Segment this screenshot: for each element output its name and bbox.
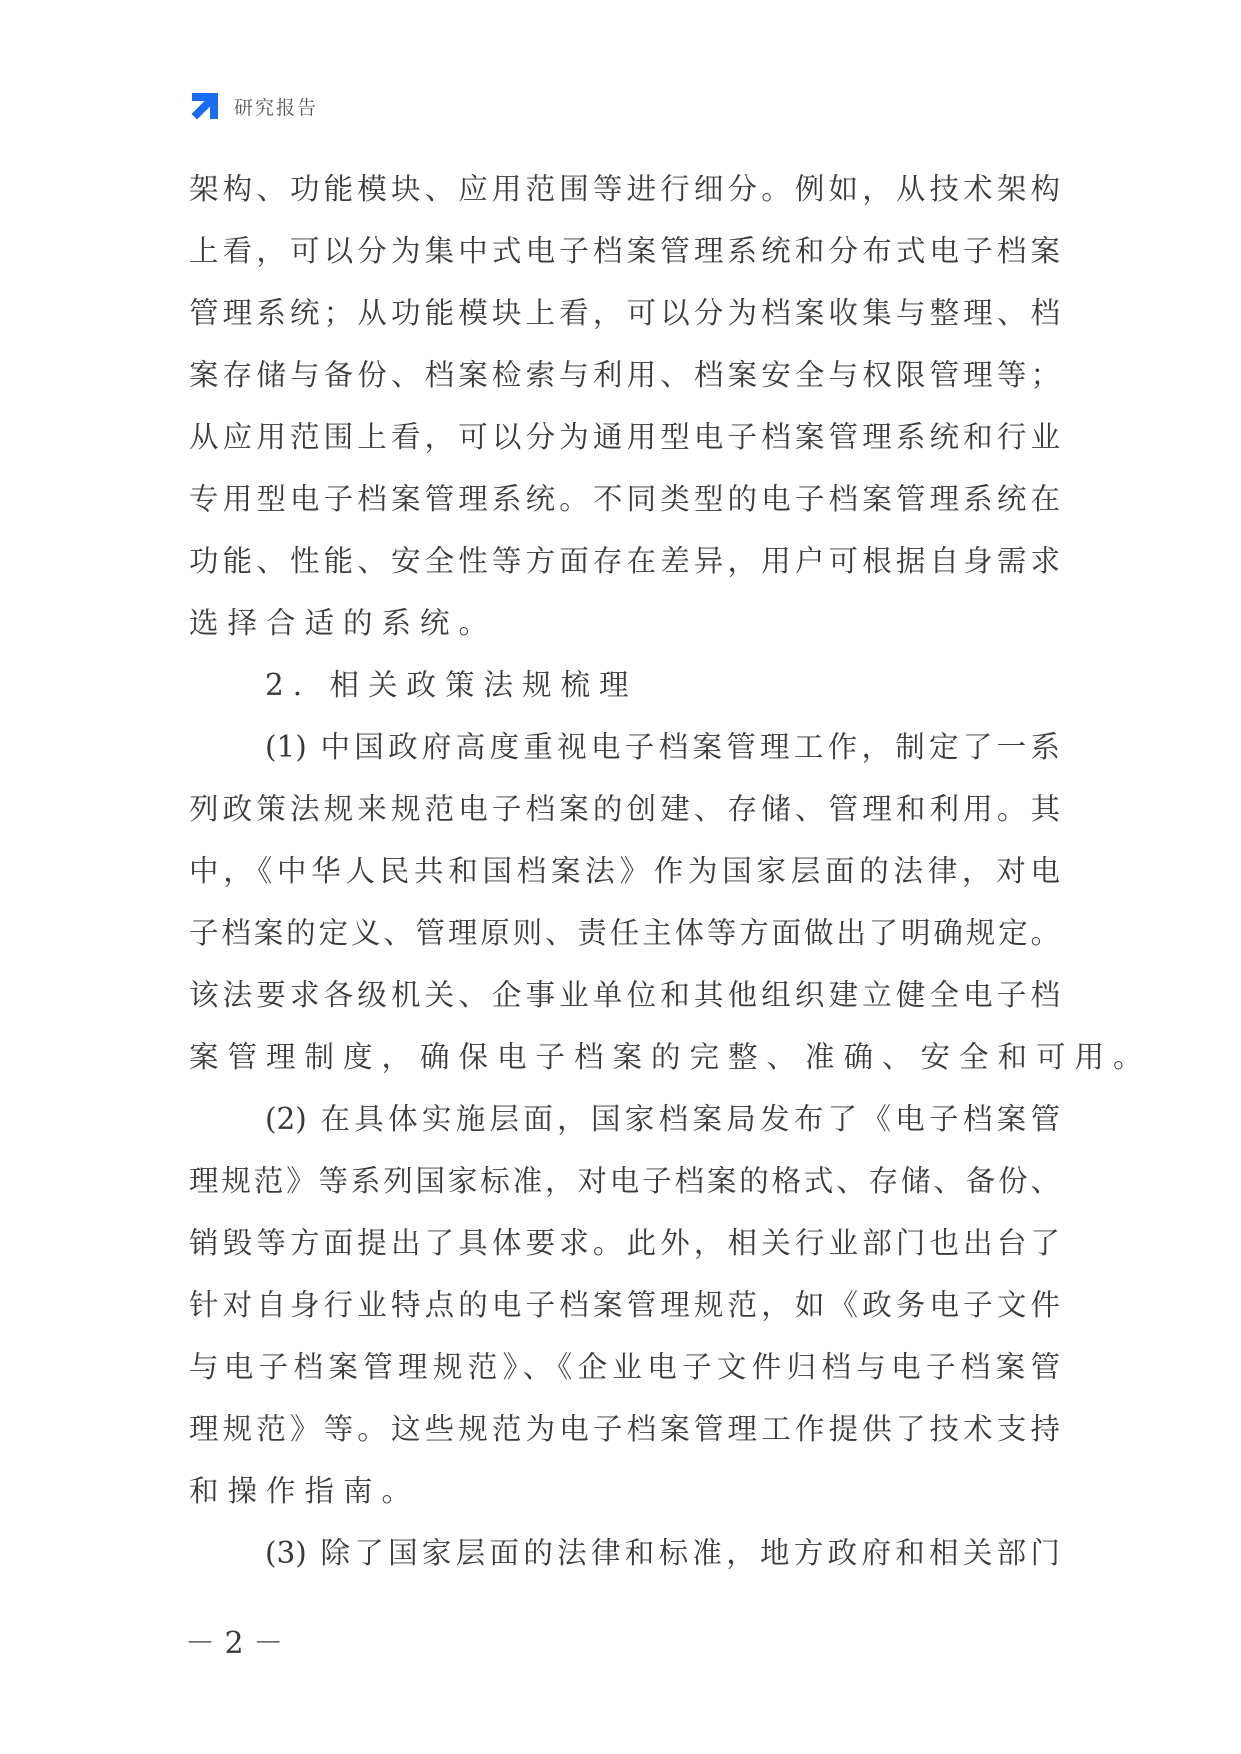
body-line: 从应用范围上看，可以分为通用型电子档案管理系统和行业 [189, 420, 1060, 454]
body-line: 子档案的定义、管理原则、责任主体等方面做出了明确规定。 [189, 916, 1060, 950]
body-line: 案存储与备份、档案检索与利用、档案安全与权限管理等； [189, 358, 1060, 392]
body-line: 案管理制度，确保电子档案的完整、准确、安全和可用。 [189, 1040, 1152, 1074]
body-line: 专用型电子档案管理系统。不同类型的电子档案管理系统在 [189, 482, 1060, 516]
body-line: 和操作指南。 [189, 1474, 421, 1508]
body-line: (3) 除了国家层面的法律和标准，地方政府和相关部门 [265, 1536, 1060, 1570]
body-line: 该法要求各级机关、企事业单位和其他组织建立健全电子档 [189, 978, 1060, 1012]
body-line: 列政策法规来规范电子档案的创建、存储、管理和利用。其 [189, 792, 1060, 826]
body-line: 选择合适的系统。 [189, 606, 498, 640]
body-line: 中，《中华人民共和国档案法》作为国家层面的法律，对电 [189, 854, 1060, 888]
body-line: (1) 中国政府高度重视电子档案管理工作，制定了一系 [265, 730, 1060, 764]
body-line: 销毁等方面提出了具体要求。此外，相关行业部门也出台了 [189, 1226, 1060, 1260]
header-title: 研究报告 [234, 96, 319, 119]
body-line: 架构、功能模块、应用范围等进行细分。例如，从技术架构 [189, 172, 1060, 206]
body-line: 针对自身行业特点的电子档案管理规范，如《政务电子文件 [189, 1288, 1060, 1322]
body-line: 理规范》等。这些规范为电子档案管理工作提供了技术支持 [189, 1412, 1060, 1446]
arrow-up-right-icon [188, 89, 222, 123]
body-line: 理规范》等系列国家标准，对电子档案的格式、存储、备份、 [189, 1164, 1060, 1198]
body-line: 与电子档案管理规范》、《企业电子文件归档与电子档案管 [189, 1350, 1060, 1384]
body-line: (2) 在具体实施层面，国家档案局发布了《电子档案管 [265, 1102, 1060, 1136]
document-body [189, 158, 1152, 1584]
section-heading: 2. 相关政策法规梳理 [265, 668, 638, 702]
page-header [188, 88, 318, 124]
body-line: 功能、性能、安全性等方面存在差异，用户可根据自身需求 [189, 544, 1060, 578]
body-line: 上看，可以分为集中式电子档案管理系统和分布式电子档案 [189, 234, 1060, 268]
body-line: 管理系统；从功能模块上看，可以分为档案收集与整理、档 [189, 296, 1060, 330]
page-number: － 2 － [185, 1626, 284, 1661]
